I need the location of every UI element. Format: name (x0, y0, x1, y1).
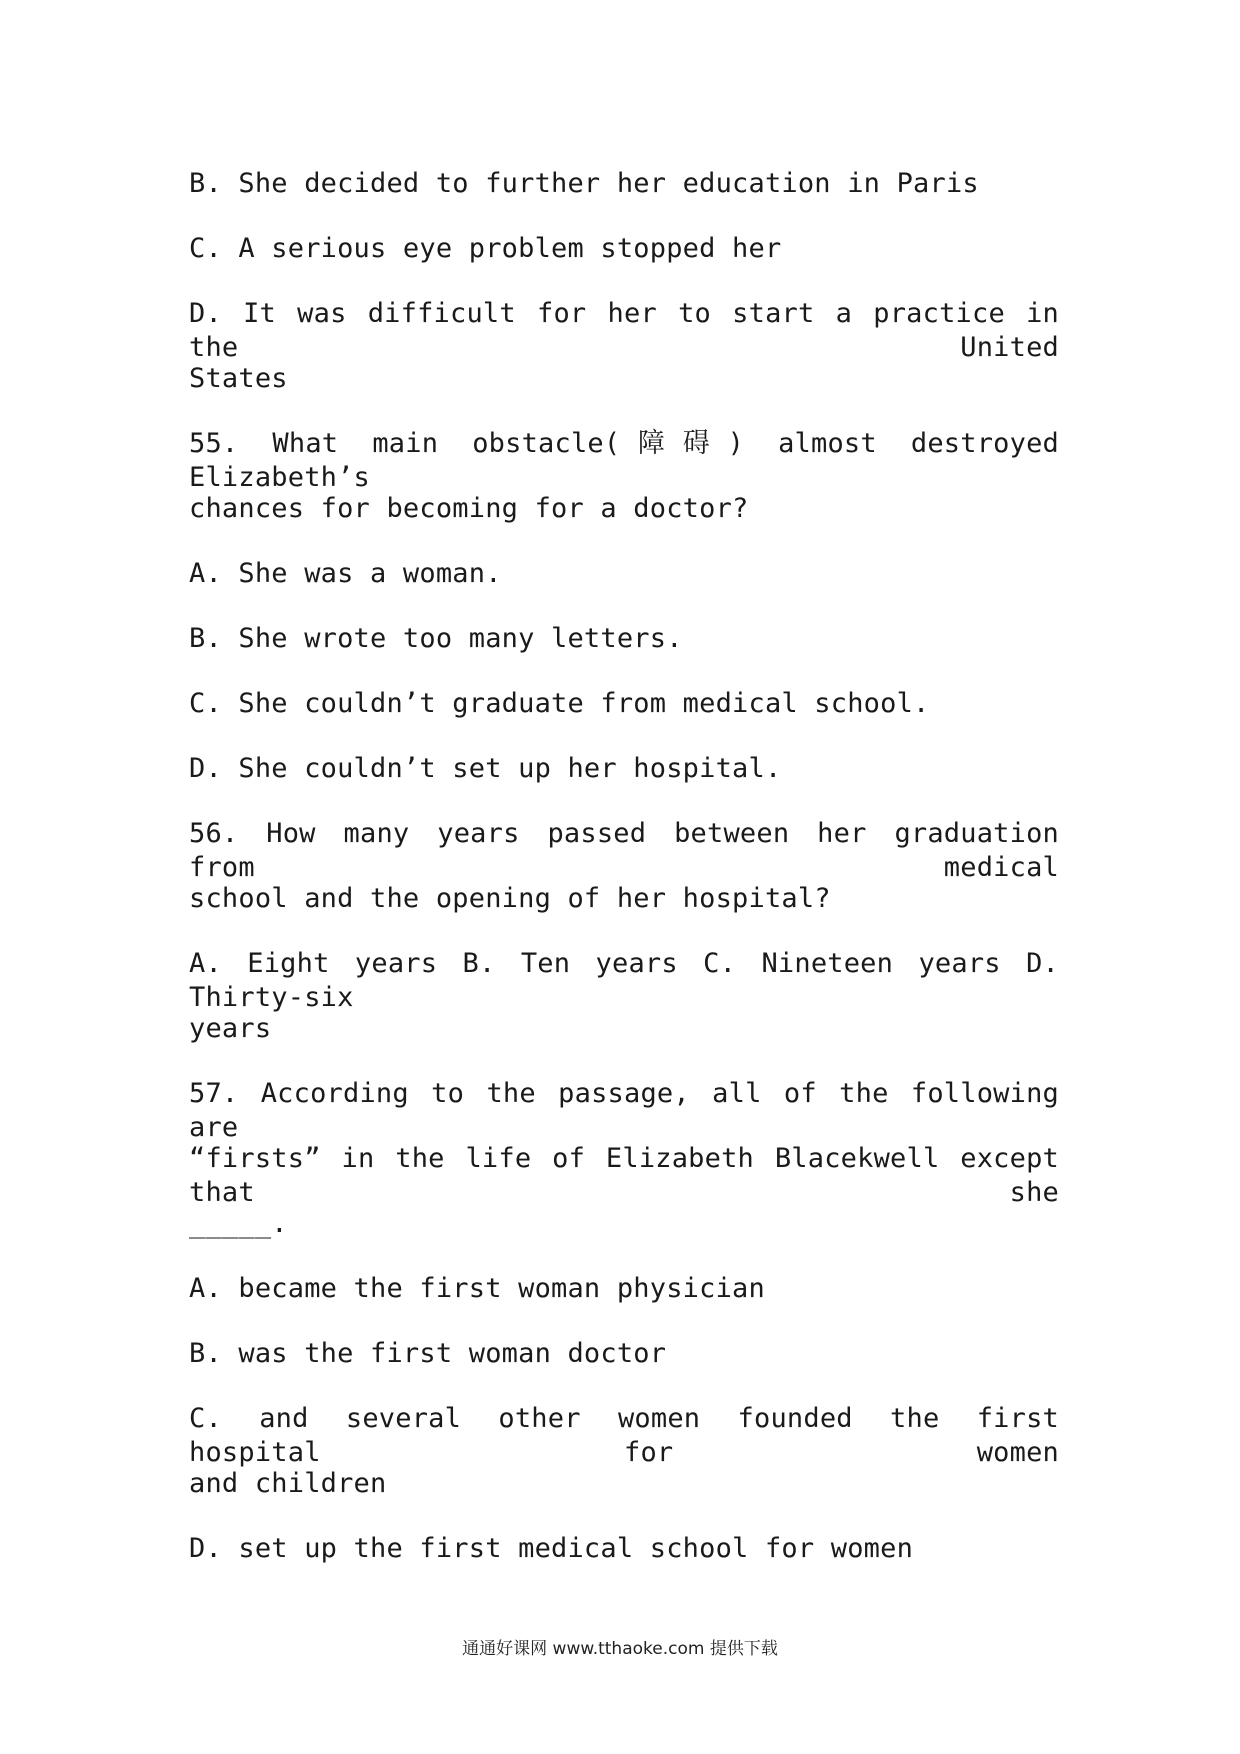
answer-blank: _____. (189, 1208, 288, 1239)
option-c-q54: C. A serious eye problem stopped her (189, 233, 782, 264)
option-c-q57: C. and several other women founded the first hospital for women (189, 1403, 1059, 1468)
option-d-q54: D. It was difficult for her to start a practice in the United (189, 298, 1059, 363)
question-57: 57. According to the passage, all of the following are (189, 1078, 1059, 1143)
option-a-q55: A. She was a woman. (189, 558, 502, 589)
question-56: 56. How many years passed between her graduation from medical (189, 818, 1059, 883)
option-a-q57: A. became the first woman physician (189, 1273, 765, 1304)
question-56-cont: school and the opening of her hospital? (189, 883, 831, 914)
question-57-cont: “firsts” in the life of Elizabeth Blacekwell except that she (189, 1143, 1059, 1208)
option-d-q54-cont: States (189, 363, 288, 394)
page-footer: 通通好课网 www.tthaoke.com 提供下载 (462, 1639, 778, 1659)
options-q56-cont: years (189, 1013, 272, 1044)
options-q56: A. Eight years B. Ten years C. Nineteen years D. Thirty-six (189, 948, 1059, 1013)
option-b-q57: B. was the first woman doctor (189, 1338, 667, 1369)
option-d-q57: D. set up the first medical school for women (189, 1533, 914, 1564)
option-b-q54: B. She decided to further her education in Paris (189, 168, 979, 199)
option-c-q55: C. She couldn’t graduate from medical school. (189, 688, 930, 719)
option-b-q55: B. She wrote too many letters. (189, 623, 683, 654)
question-55-cont: chances for becoming for a doctor? (189, 493, 749, 524)
option-c-q57-cont: and children (189, 1468, 387, 1499)
question-55: 55. What main obstacle(障碍) almost destroyed Elizabeth’s (189, 428, 1059, 493)
option-d-q55: D. She couldn’t set up her hospital. (189, 753, 782, 784)
